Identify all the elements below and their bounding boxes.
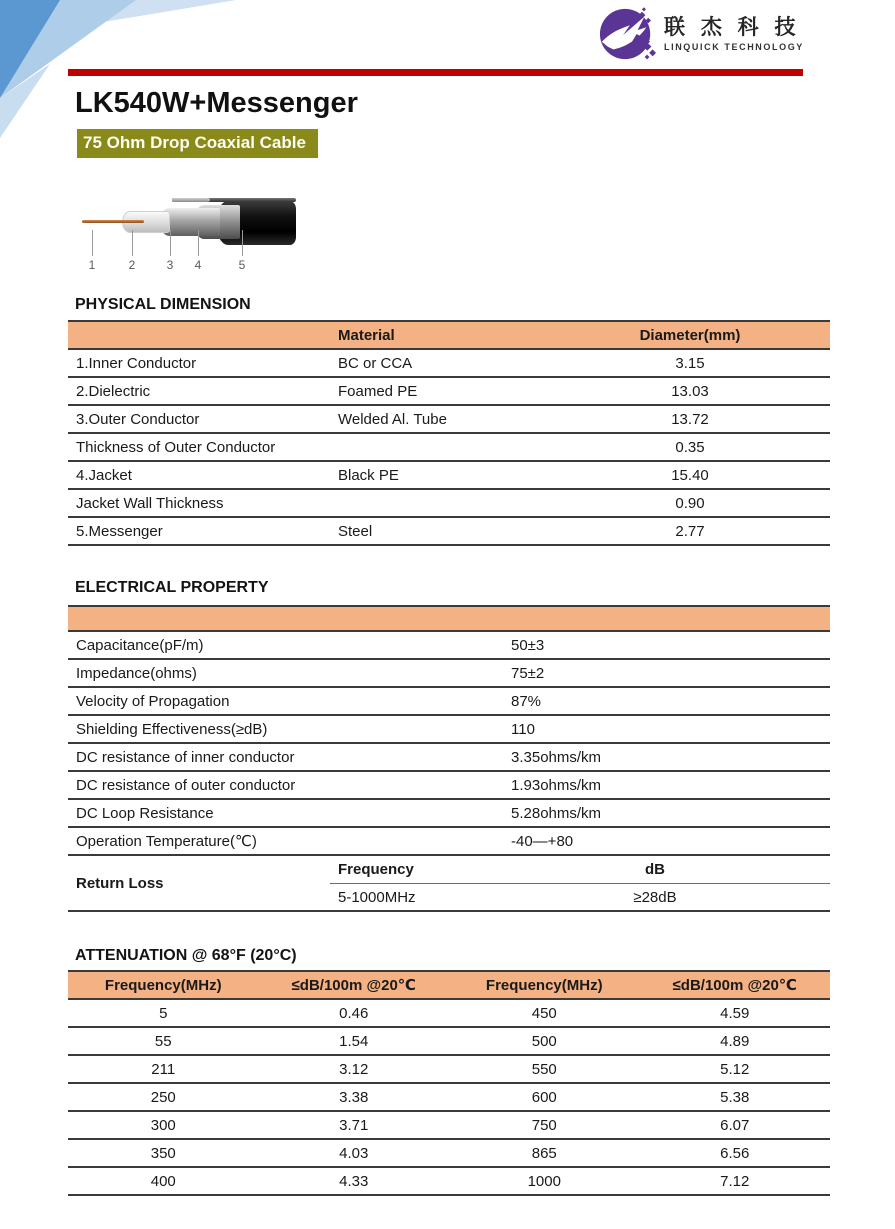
row-material: Welded Al. Tube [338, 410, 447, 428]
row-material: BC or CCA [338, 354, 413, 372]
brand-name-en: LINQUICK TECHNOLOGY [664, 41, 804, 52]
row-label: Velocity of Propagation [76, 692, 230, 710]
row-diameter: 15.40 [671, 466, 709, 484]
row-label: DC resistance of outer conductor [76, 776, 296, 794]
row-name: 4.Jacket [76, 466, 132, 484]
row-material: Black PE [338, 466, 399, 484]
table-row [68, 350, 830, 378]
physical-dimension-table [68, 320, 830, 546]
product-subtitle-badge: 75 Ohm Drop Coaxial Cable [77, 129, 318, 158]
leader-line-2 [132, 230, 133, 256]
cell-frequency: 750 [531, 1116, 557, 1134]
cell-attenuation: 1.54 [339, 1032, 369, 1050]
table-row [68, 1168, 830, 1196]
inner-conductor-layer [82, 220, 144, 223]
row-diameter: 13.72 [671, 410, 709, 428]
cell-attenuation: 5.38 [720, 1088, 750, 1106]
row-diameter: 0.35 [675, 438, 705, 456]
attenuation-heading: ATTENUATION @ 68°F (20°C) [75, 947, 297, 964]
cell-frequency: 55 [154, 1032, 172, 1050]
physical-dimension-heading: PHYSICAL DIMENSION [75, 296, 251, 313]
diagram-label-4: 4 [194, 258, 202, 272]
row-value: 5.28ohms/km [511, 804, 602, 822]
row-label: Shielding Effectiveness(≥dB) [76, 720, 268, 738]
row-value: 50±3 [511, 636, 545, 654]
diagram-label-5: 5 [238, 258, 246, 272]
row-material: Foamed PE [338, 382, 418, 400]
leader-line-1 [92, 230, 93, 256]
table-header-row [68, 322, 830, 350]
table-row [68, 688, 830, 716]
leader-line-3 [170, 230, 171, 256]
cell-attenuation: 4.03 [339, 1144, 369, 1162]
messenger-wire-tip [172, 198, 210, 202]
row-value: 3.35ohms/km [511, 748, 602, 766]
cell-attenuation: 4.89 [720, 1032, 750, 1050]
table-row [68, 632, 830, 660]
table-row [68, 1140, 830, 1168]
table-row [68, 1112, 830, 1140]
attenuation-table [68, 970, 830, 1196]
cell-attenuation: 3.12 [339, 1060, 369, 1078]
row-value: 75±2 [511, 664, 545, 682]
cell-frequency: 350 [150, 1144, 176, 1162]
brand-name-cn: 联 杰 科 技 [664, 16, 801, 40]
cell-frequency: 550 [531, 1060, 557, 1078]
cell-attenuation: 6.07 [720, 1116, 750, 1134]
row-diameter: 3.15 [675, 354, 705, 372]
table-row [68, 660, 830, 688]
cell-attenuation: 0.46 [339, 1004, 369, 1022]
cell-frequency: 211 [151, 1060, 176, 1078]
table-row [68, 800, 830, 828]
column-header-frequency: Frequency(MHz) [485, 976, 603, 994]
cell-attenuation: 3.71 [339, 1116, 369, 1134]
column-header-attenuation: ≤dB/100m @20℃ [672, 977, 797, 994]
cell-frequency: 300 [150, 1116, 176, 1134]
table-row [68, 828, 830, 856]
table-row [68, 462, 830, 490]
row-label: Impedance(ohms) [76, 664, 197, 682]
row-label: Capacitance(pF/m) [76, 636, 204, 654]
row-name: 5.Messenger [76, 522, 163, 540]
cable-diagram [68, 190, 308, 282]
table-row [68, 716, 830, 744]
row-name: 3.Outer Conductor [76, 410, 200, 428]
table-row [68, 490, 830, 518]
column-header-frequency: Frequency(MHz) [104, 976, 222, 994]
cell-frequency: 500 [531, 1032, 557, 1050]
cell-frequency: 250 [150, 1088, 176, 1106]
return-loss-frequency-value: 5-1000MHz [330, 884, 480, 912]
diagram-label-3: 3 [166, 258, 174, 272]
row-value: 1.93ohms/km [511, 776, 602, 794]
row-value: 110 [511, 720, 535, 738]
cell-attenuation: 4.33 [339, 1172, 369, 1190]
table-row [68, 772, 830, 800]
cell-attenuation: 3.38 [339, 1088, 369, 1106]
return-loss-frequency-header: Frequency [330, 856, 480, 884]
table-row [68, 1028, 830, 1056]
table-row [68, 406, 830, 434]
leader-line-5 [242, 230, 243, 256]
row-diameter: 2.77 [675, 522, 705, 540]
row-name: Thickness of Outer Conductor [76, 438, 276, 456]
row-name: Jacket Wall Thickness [76, 494, 224, 512]
row-value: -40—+80 [511, 832, 574, 850]
table-row [68, 518, 830, 546]
row-label: Operation Temperature(℃) [76, 833, 257, 850]
row-diameter: 0.90 [675, 494, 705, 512]
cell-attenuation: 5.12 [720, 1060, 750, 1078]
diagram-label-1: 1 [88, 258, 96, 272]
table-row [68, 1084, 830, 1112]
diagram-label-2: 2 [128, 258, 136, 272]
return-loss-block [68, 856, 830, 912]
table-row [68, 1000, 830, 1028]
table-row [68, 434, 830, 462]
row-label: DC resistance of inner conductor [76, 748, 295, 766]
cell-frequency: 5 [159, 1004, 168, 1022]
cell-frequency: 450 [531, 1004, 557, 1022]
cell-frequency: 400 [150, 1172, 176, 1190]
column-header-attenuation: ≤dB/100m @20℃ [291, 977, 416, 994]
row-name: 1.Inner Conductor [76, 354, 197, 372]
column-header-diameter: Diameter(mm) [639, 326, 741, 344]
cell-frequency: 865 [531, 1144, 557, 1162]
cell-attenuation: 7.12 [720, 1172, 750, 1190]
row-label: DC Loop Resistance [76, 804, 214, 822]
row-diameter: 13.03 [671, 382, 709, 400]
return-loss-label: Return Loss [68, 856, 330, 912]
cell-frequency: 1000 [527, 1172, 561, 1190]
table-row [68, 744, 830, 772]
cell-attenuation: 6.56 [720, 1144, 750, 1162]
table-header-bar [68, 607, 830, 632]
header-divider [68, 69, 803, 76]
return-loss-db-header: dB [480, 856, 830, 884]
row-name: 2.Dielectric [76, 382, 151, 400]
leader-line-4 [198, 230, 199, 256]
row-material: Steel [338, 522, 373, 540]
row-value: 87% [511, 692, 542, 710]
page-title: LK540W+Messenger [75, 87, 358, 119]
electrical-property-table [68, 605, 830, 912]
table-row [68, 1056, 830, 1084]
table-header-row [68, 972, 830, 1000]
return-loss-db-value: ≥28dB [480, 884, 830, 912]
cell-frequency: 600 [531, 1088, 557, 1106]
column-header-material: Material [338, 326, 395, 344]
cell-attenuation: 4.59 [720, 1004, 750, 1022]
electrical-property-heading: ELECTRICAL PROPERTY [75, 579, 269, 596]
table-row [68, 378, 830, 406]
